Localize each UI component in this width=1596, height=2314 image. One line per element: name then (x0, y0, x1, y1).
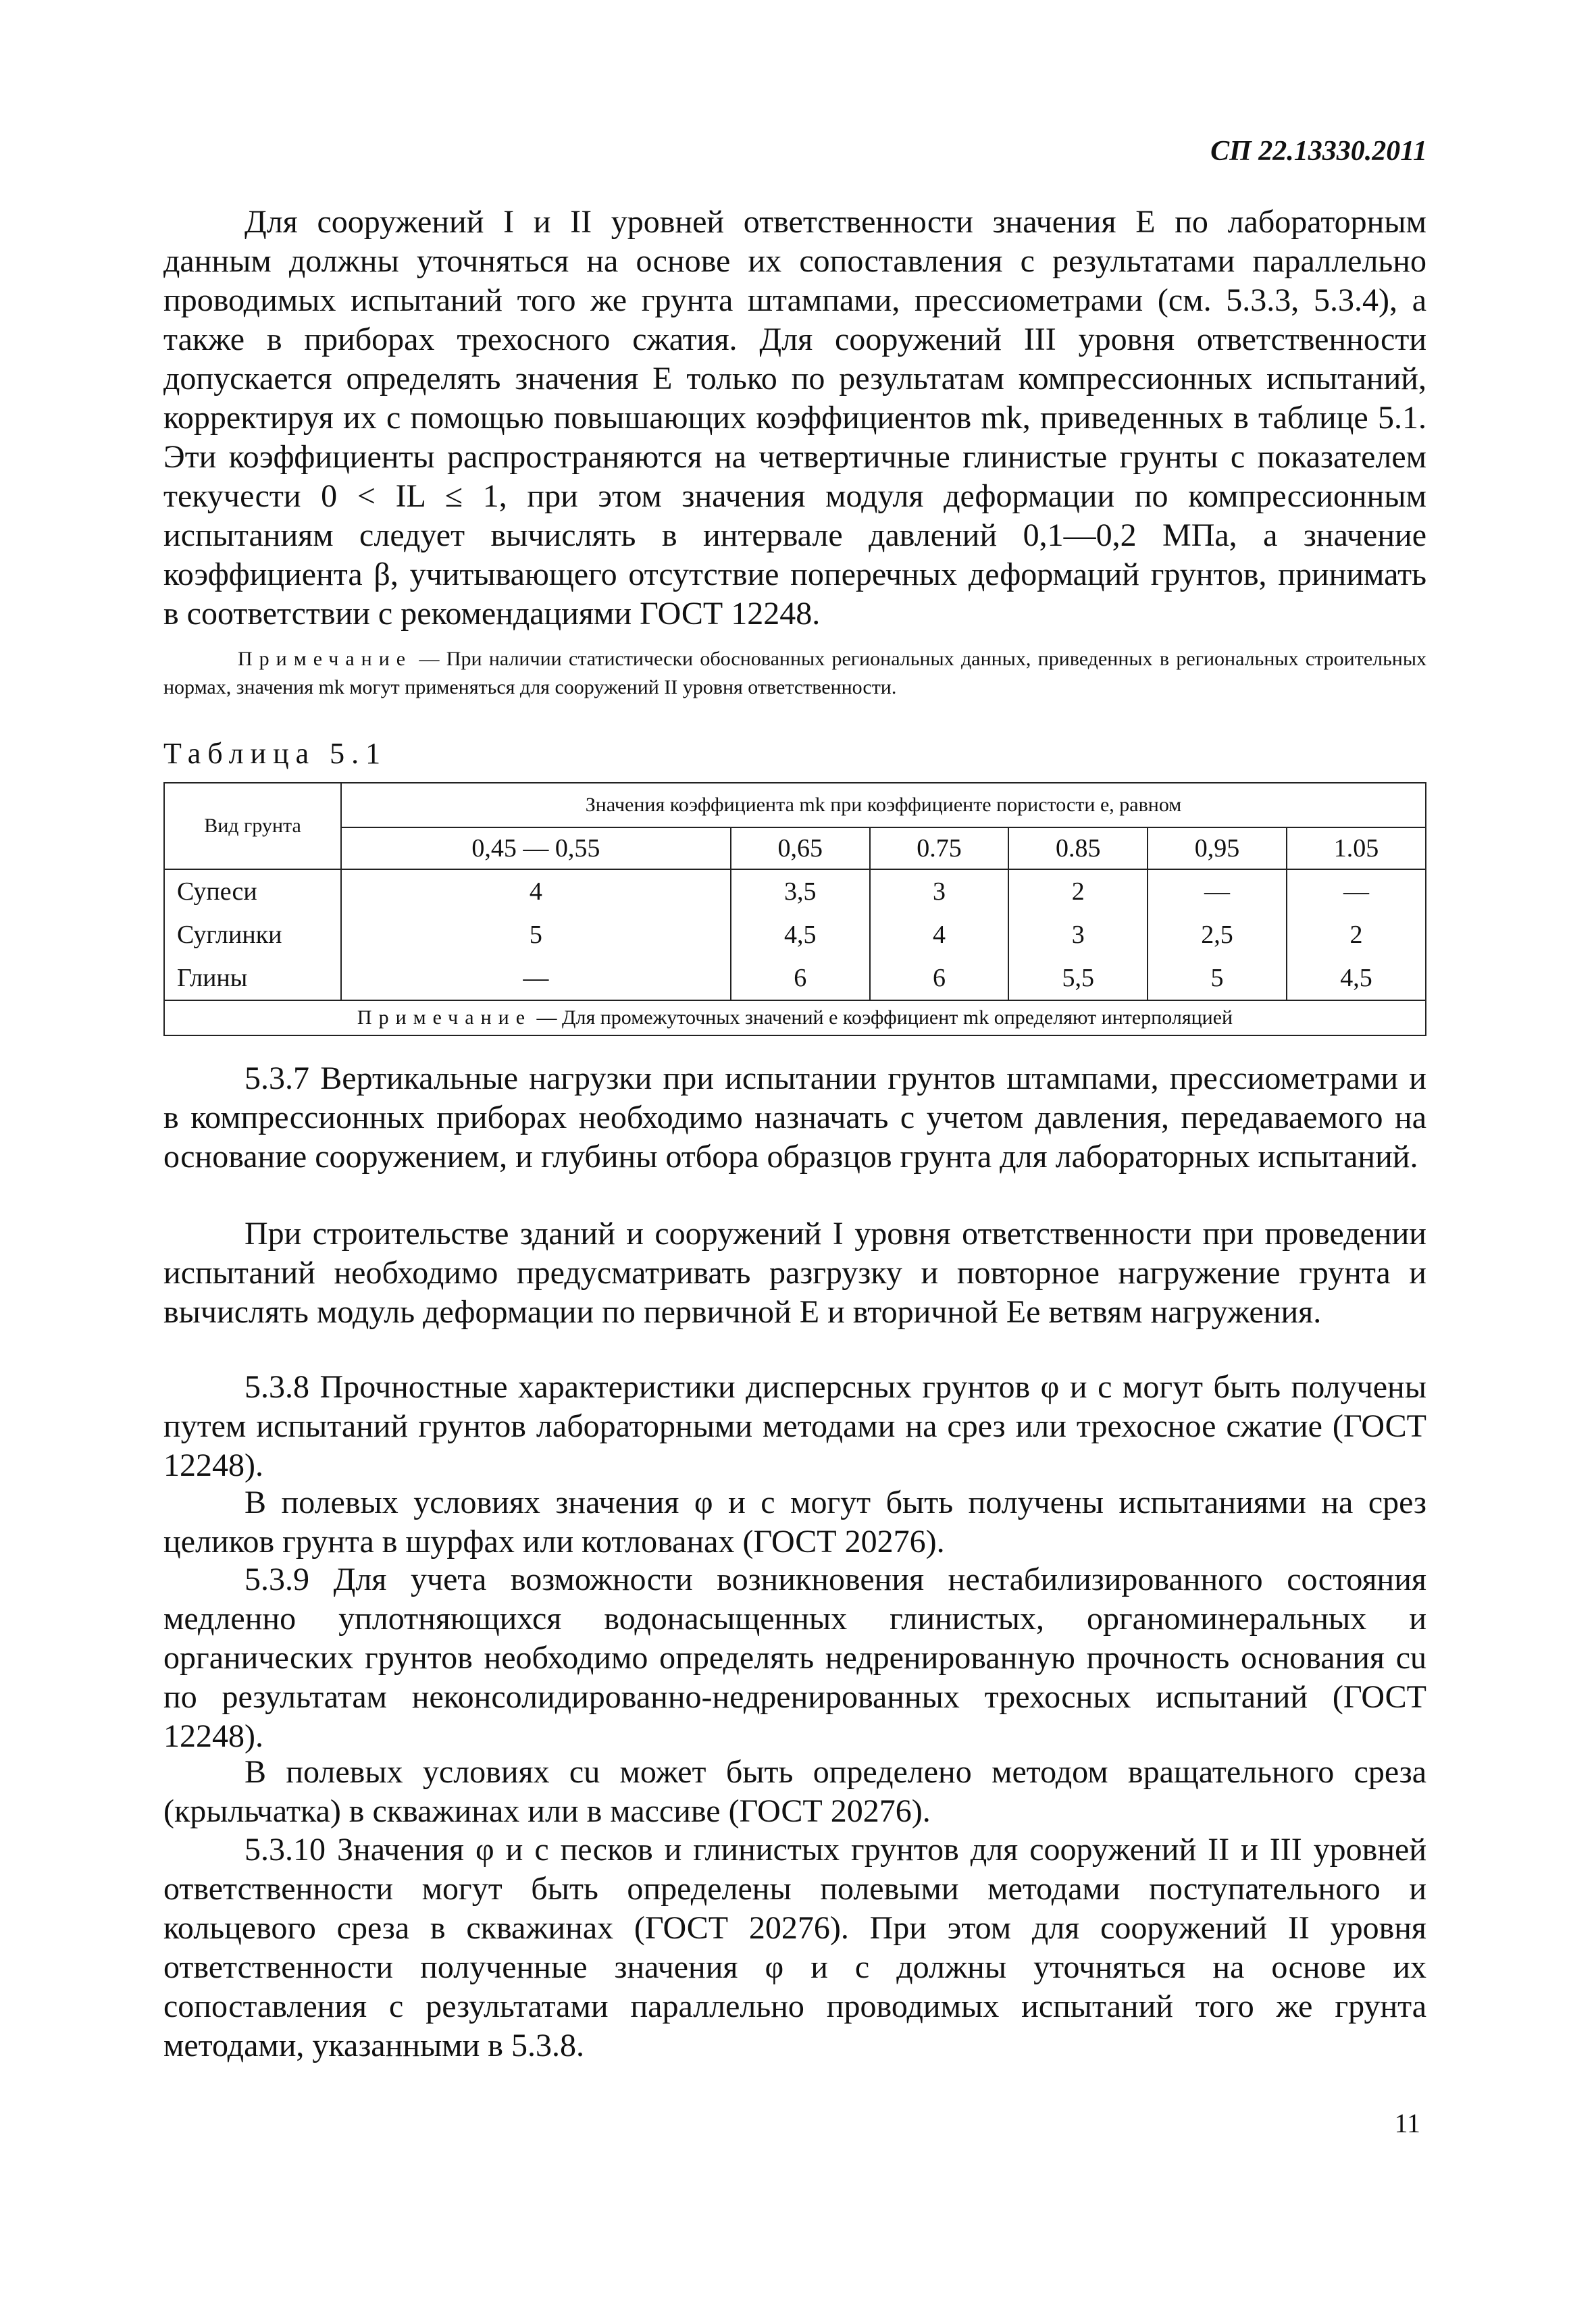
column-header-coefficient: Значения коэффициента mk при коэффициенте пористости e, равном (341, 783, 1426, 827)
value-cell: 4,5 (1287, 956, 1426, 1000)
porosity-cell: 0,45 — 0,55 (341, 827, 731, 869)
paragraph-5-3-8: 5.3.8 Прочностные характеристики дисперсных грунтов φ и c могут быть получены путем испытаний грунтов лабораторными методами на срез или трехосное сжатие (ГОСТ 12248). (163, 1369, 1426, 1483)
value-cell: 2 (1008, 869, 1148, 913)
value-cell: 4,5 (731, 913, 870, 956)
porosity-cell: 0.85 (1008, 827, 1148, 869)
table-row (164, 869, 1426, 913)
paragraph-5-3-7: 5.3.7 Вертикальные нагрузки при испытании грунтов штампами, прессиометрами и в компрессионных приборах необходимо назначать с учетом давления, передаваемого на основание сооружением, и глубины отбора образцов грунта для лабораторных испытаний. (163, 1060, 1426, 1175)
table-note-text: — Для промежуточных значений e коэффициент mk определяют интерполяцией (532, 1006, 1233, 1029)
paragraph-5-3-10: 5.3.10 Значения φ и c песков и глинистых грунтов для сооружений II и III уровней ответственности могут быть определены полевыми методами поступательного и кольцевого среза в скважинах (ГОСТ 20276). При этом для сооружений II уровня ответственности полученные значения φ и c должны уточняться на основе их сопоставления с результатами параллельно проводимых испытаний того же грунта методами, указанными в 5.3.8. (163, 1832, 1426, 2063)
note-label: Примечание (238, 648, 413, 670)
value-cell: — (1148, 869, 1287, 913)
page-number: 11 (1394, 2108, 1420, 2138)
value-cell: 3 (870, 869, 1009, 913)
column-header-soil-type: Вид грунта (164, 783, 341, 869)
paragraph-5-3-9: 5.3.9 Для учета возможности возникновения нестабилизированного состояния медленно уплотняющихся водонасыщенных глинистых, органоминеральных и органических грунтов необходимо определять недренированную прочность основания cu по результатам неконсолидированно-недренированных трехосных испытаний (ГОСТ 12248). (163, 1562, 1426, 1754)
value-cell: 3,5 (731, 869, 870, 913)
table-caption: Таблица 5.1 (163, 737, 388, 770)
row-label: Глины (164, 956, 341, 1000)
value-cell: 2,5 (1148, 913, 1287, 956)
note-1 (163, 645, 1426, 702)
value-cell: 5,5 (1008, 956, 1148, 1000)
table-note (164, 1000, 1426, 1035)
value-cell: — (1287, 869, 1426, 913)
value-cell: 2 (1287, 913, 1426, 956)
value-cell: 5 (341, 913, 731, 956)
value-cell: 4 (341, 869, 731, 913)
paragraph-intro: Для сооружений I и II уровней ответственности значения E по лабораторным данным должны уточняться на основе их сопоставления с результатами параллельно проводимых испытаний того же грунта штампами, прессиометрами (см. 5.3.3, 5.3.4), а также в приборах трехосного сжатия. Для сооружений III уровня ответственности допускается определять значения E только по результатам компрессионных испытаний, корректируя их с помощью повышающих коэффициентов mk, приведенных в таблице 5.1. Эти коэффициенты распространяются на четвертичные глинистые грунты с показателем текучести 0 < IL ≤ 1, при этом значения модуля деформации по компрессионным испытаниям следует вычислять в интервале давлений 0,1—0,2 МПа, а значение коэффициента β, учитывающего отсутствие поперечных деформаций грунтов, принимать в соответствии с рекомендациями ГОСТ 12248. (163, 204, 1426, 632)
porosity-cell: 0.75 (870, 827, 1009, 869)
porosity-cell: 0,95 (1148, 827, 1287, 869)
note-text: — При наличии статистически обоснованных региональных данных, приведенных в региональных строительных нормах, значения mk могут применяться для сооружений II уровня ответственности. (163, 648, 1426, 698)
table-row (164, 913, 1426, 956)
paragraph-5-3-9-b: В полевых условиях cu может быть определено методом вращательного среза (крыльчатка) в скважинах или в массиве (ГОСТ 20276). (163, 1754, 1426, 1829)
paragraph-5-3-7-b: При строительстве зданий и сооружений I уровня ответственности при проведении испытаний необходимо предусматривать разгрузку и повторное нагружение грунта и вычислять модуль деформации по первичной E и вторичной Ee ветвям нагружения. (163, 1216, 1426, 1330)
table-row (164, 956, 1426, 1000)
value-cell: 4 (870, 913, 1009, 956)
value-cell: 6 (870, 956, 1009, 1000)
coefficient-table (163, 782, 1426, 1036)
row-label: Суглинки (164, 913, 341, 956)
paragraph-5-3-8-b: В полевых условиях значения φ и c могут быть получены испытаниями на срез целиков грунта в шурфах или котлованах (ГОСТ 20276). (163, 1485, 1426, 1560)
porosity-cell: 0,65 (731, 827, 870, 869)
document-code: СП 22.13330.2011 (1210, 136, 1427, 167)
porosity-cell: 1.05 (1287, 827, 1426, 869)
value-cell: 3 (1008, 913, 1148, 956)
row-label: Супеси (164, 869, 341, 913)
value-cell: — (341, 956, 731, 1000)
value-cell: 5 (1148, 956, 1287, 1000)
table-note-label: Примечание (357, 1006, 532, 1029)
value-cell: 6 (731, 956, 870, 1000)
